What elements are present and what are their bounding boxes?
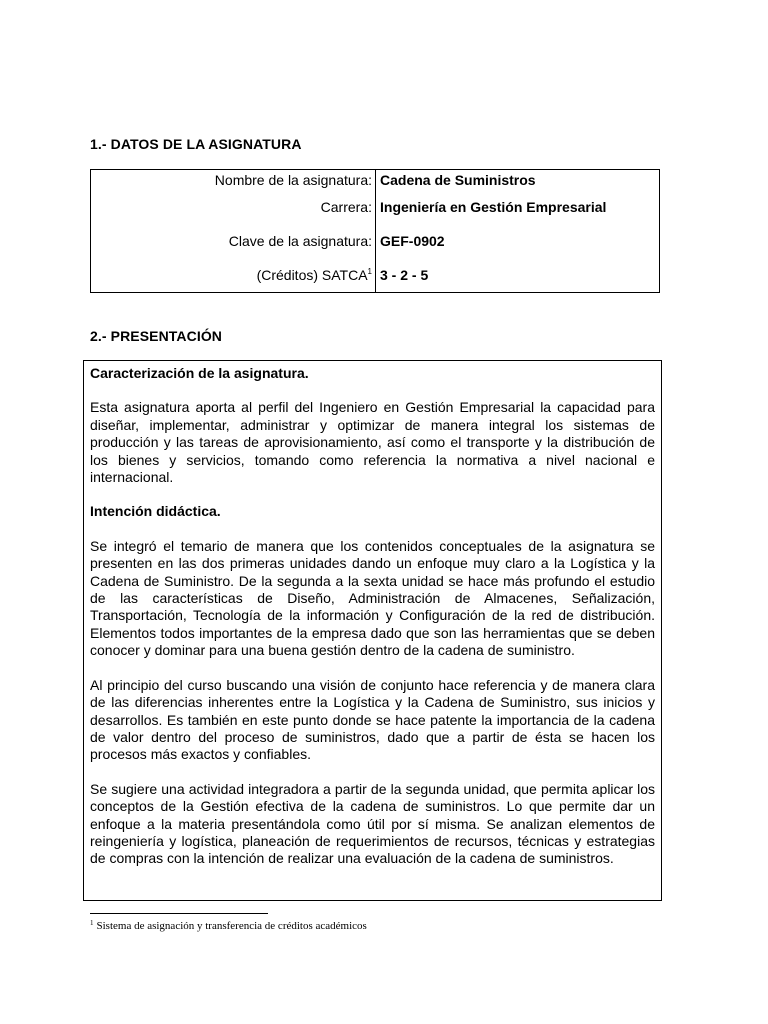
footnote-reference[interactable]: 1 xyxy=(367,267,372,276)
row-label: Nombre de la asignatura: xyxy=(91,170,376,191)
intencion-paragraph: Se integró el temario de manera que los contenidos conceptuales de la asignatura se presenten en las dos primeras unidades dando un enfoque muy claro a la Logística y la Cadena de Suministro. De la segunda a la sexta unidad se hace más profundo el estudio de las características de Diseño, Administración de Almacenes, Señalización, Transportación, Tecnología de la información y Configuración de la red de distribución. Elementos todos importantes de la empresa dado que son las herramientas que se deben conocer y dominar para una buena gestión dentro de la cadena de suministro. xyxy=(90,537,655,659)
section-heading-datos: 1.- DATOS DE LA ASIGNATURA xyxy=(90,136,302,152)
intencion-paragraph: Se sugiere una actividad integradora a partir de la segunda unidad, que permita aplicar los conceptos de la Gestión efectiva de la cadena de suministros. Lo que permite dar un enfoque a la materia presentándola como útil por sí misma. Se analizan elementos de reingeniería y logística, planeación de requerimientos de recursos, técnicas y estrategias de compras con la intención de realizar una evaluación de la cadena de suministros. xyxy=(90,780,655,867)
row-value: Ingeniería en Gestión Empresarial xyxy=(380,199,607,215)
footnote-divider xyxy=(90,913,268,914)
row-value: 3 - 2 - 5 xyxy=(380,267,429,283)
row-label: (Créditos) SATCA xyxy=(256,267,368,283)
footnote xyxy=(90,920,367,932)
datos-table xyxy=(90,169,660,293)
footnote-text: Sistema de asignación y transferencia de créditos académicos xyxy=(96,920,367,932)
caracterizacion-title: Caracterización de la asignatura. xyxy=(90,365,309,381)
row-label-cell xyxy=(91,258,376,293)
row-label: Carrera: xyxy=(91,190,376,224)
intencion-title: Intención didáctica. xyxy=(90,503,221,520)
table-row xyxy=(91,258,660,293)
row-value: Cadena de Suministros xyxy=(380,172,536,188)
row-label: Clave de la asignatura: xyxy=(91,224,376,258)
table-row xyxy=(91,170,660,191)
footnote-marker: 1 xyxy=(90,919,94,927)
section-heading-presentacion: 2.- PRESENTACIÓN xyxy=(90,328,223,344)
table-row xyxy=(91,190,660,224)
caracterizacion-paragraph: Esta asignatura aporta al perfil del Ingeniero en Gestión Empresarial la capacidad para diseñar, implementar, administrar y optimizar de manera integral los sistemas de producción y las tareas de aprovisionamiento, así como el transporte y la distribución de los bienes y servicios, tomando como referencia la normativa a nivel nacional e internacional. xyxy=(90,399,655,486)
row-value: GEF-0902 xyxy=(380,233,445,249)
presentacion-box xyxy=(83,360,662,901)
table-row xyxy=(91,224,660,258)
intencion-paragraph: Al principio del curso buscando una visión de conjunto hace referencia y de manera clara de las diferencias inherentes entre la Logística y la Cadena de Suministro, sus inicios y desarrollos. Es también en este punto donde se hace patente la importancia de la cadena de valor dentro del proceso de suministros, dado que a partir de ésta se hacen los procesos más exactos y confiables. xyxy=(90,676,655,763)
